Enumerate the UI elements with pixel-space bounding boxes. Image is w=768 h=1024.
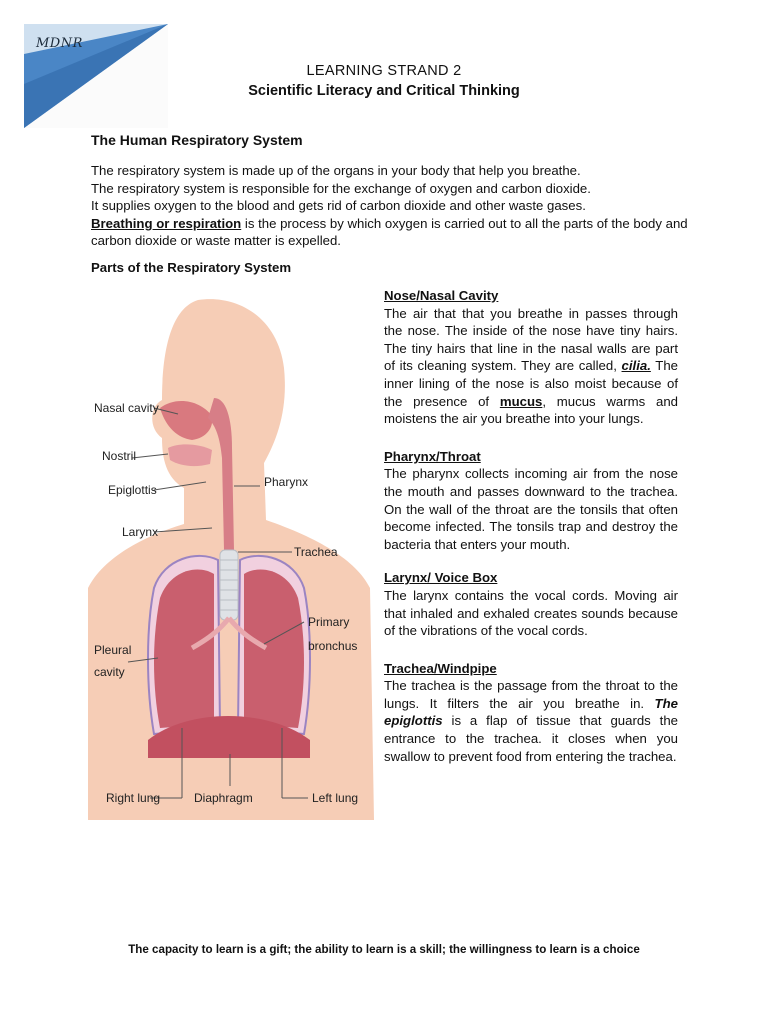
pharynx-section <box>384 448 678 554</box>
trachea-text-part: The trachea is the passage from the throat to the lungs. It filters the air you breathe in. <box>384 678 678 711</box>
logo-text: MDNR <box>36 36 83 51</box>
pharynx-text: The pharynx collects incoming air from the nose the mouth and passes downward to the trachea. On the wall of the throat are the tonsils that often become infected. The tonsils trap and destroy the bacteria that enters your mouth. <box>384 466 678 552</box>
right-lung-shape <box>154 569 214 728</box>
parts-descriptions <box>384 287 678 781</box>
label-trachea: Trachea <box>294 545 338 559</box>
cilia-term: cilia. <box>621 358 651 374</box>
label-primary: Primary <box>308 615 350 629</box>
trachea-text-part: is a flap of tissue that guards the entrance to the trachea. it closes when you swallow to prevent food from entering the trachea. <box>384 713 678 764</box>
breathing-term: Breathing or respiration <box>91 215 242 231</box>
label-larynx: Larynx <box>122 525 159 539</box>
intro-line: It supplies oxygen to the blood and gets rid of carbon dioxide and other waste gases. <box>91 198 586 214</box>
label-nasal-cavity: Nasal cavity <box>94 401 159 415</box>
label-right-lung: Right lung <box>106 791 161 805</box>
intro-line: The respiratory system is responsible for the exchange of oxygen and carbon dioxide. <box>91 180 591 196</box>
nose-title: Nose/Nasal Cavity <box>384 288 499 303</box>
strand-title: LEARNING STRAND 2 <box>306 63 462 79</box>
label-bronchus: bronchus <box>308 639 358 653</box>
section-title: The Human Respiratory System <box>91 132 303 148</box>
intro-paragraph <box>91 162 691 250</box>
nose-text-part: The air that that you breathe in passes through the nose. The inside of the nose have tiny hairs. The tiny hairs that line in the nasal walls are part of its cleaning system. They are called, <box>384 305 678 374</box>
breathing-definition: is the process by which oxygen is carried out to all the parts of the body and carbon dioxide or waste matter is expelled. <box>91 215 688 249</box>
label-diaphragm: Diaphragm <box>194 791 253 805</box>
larynx-text: The larynx contains the vocal cords. Moving air that inhaled and exhaled creates sounds because of the vibrations of the vocal cords. <box>384 587 678 639</box>
mucus-term: mucus <box>499 393 543 409</box>
respiratory-diagram <box>88 288 374 820</box>
nose-text-part: The inner lining of the nose is also moist because of the presence of <box>384 358 678 409</box>
footer-quote: The capacity to learn is a gift; the ability to learn is a skill; the willingness to learn is a choice <box>128 943 640 956</box>
nose-text <box>384 305 678 428</box>
label-pleural: Pleural <box>94 643 132 657</box>
epiglottis-term: The epiglottis <box>384 695 678 729</box>
strand-subtitle: Scientific Literacy and Critical Thinking <box>248 83 520 99</box>
label-nostril: Nostril <box>102 449 137 463</box>
label-epiglottis: Epiglottis <box>108 483 157 497</box>
pharynx-title: Pharynx/Throat <box>384 448 481 464</box>
nose-section <box>384 287 678 428</box>
parts-title: Parts of the Respiratory System <box>91 260 292 275</box>
larynx-title: Larynx/ Voice Box <box>384 570 498 586</box>
label-pharynx: Pharynx <box>264 475 309 489</box>
trachea-text <box>384 677 678 765</box>
label-cavity: cavity <box>94 665 125 679</box>
left-lung-shape <box>244 569 304 728</box>
trachea-section <box>384 660 678 766</box>
larynx-section <box>384 569 678 639</box>
label-left-lung: Left lung <box>312 791 359 805</box>
nose-text-part: , mucus warms and moistens the air you breathe into your lungs. <box>384 393 678 427</box>
intro-line <box>91 215 691 250</box>
intro-line: The respiratory system is made up of the organs in your body that help you breathe. <box>91 163 581 178</box>
trachea-title: Trachea/Windpipe <box>384 660 497 676</box>
